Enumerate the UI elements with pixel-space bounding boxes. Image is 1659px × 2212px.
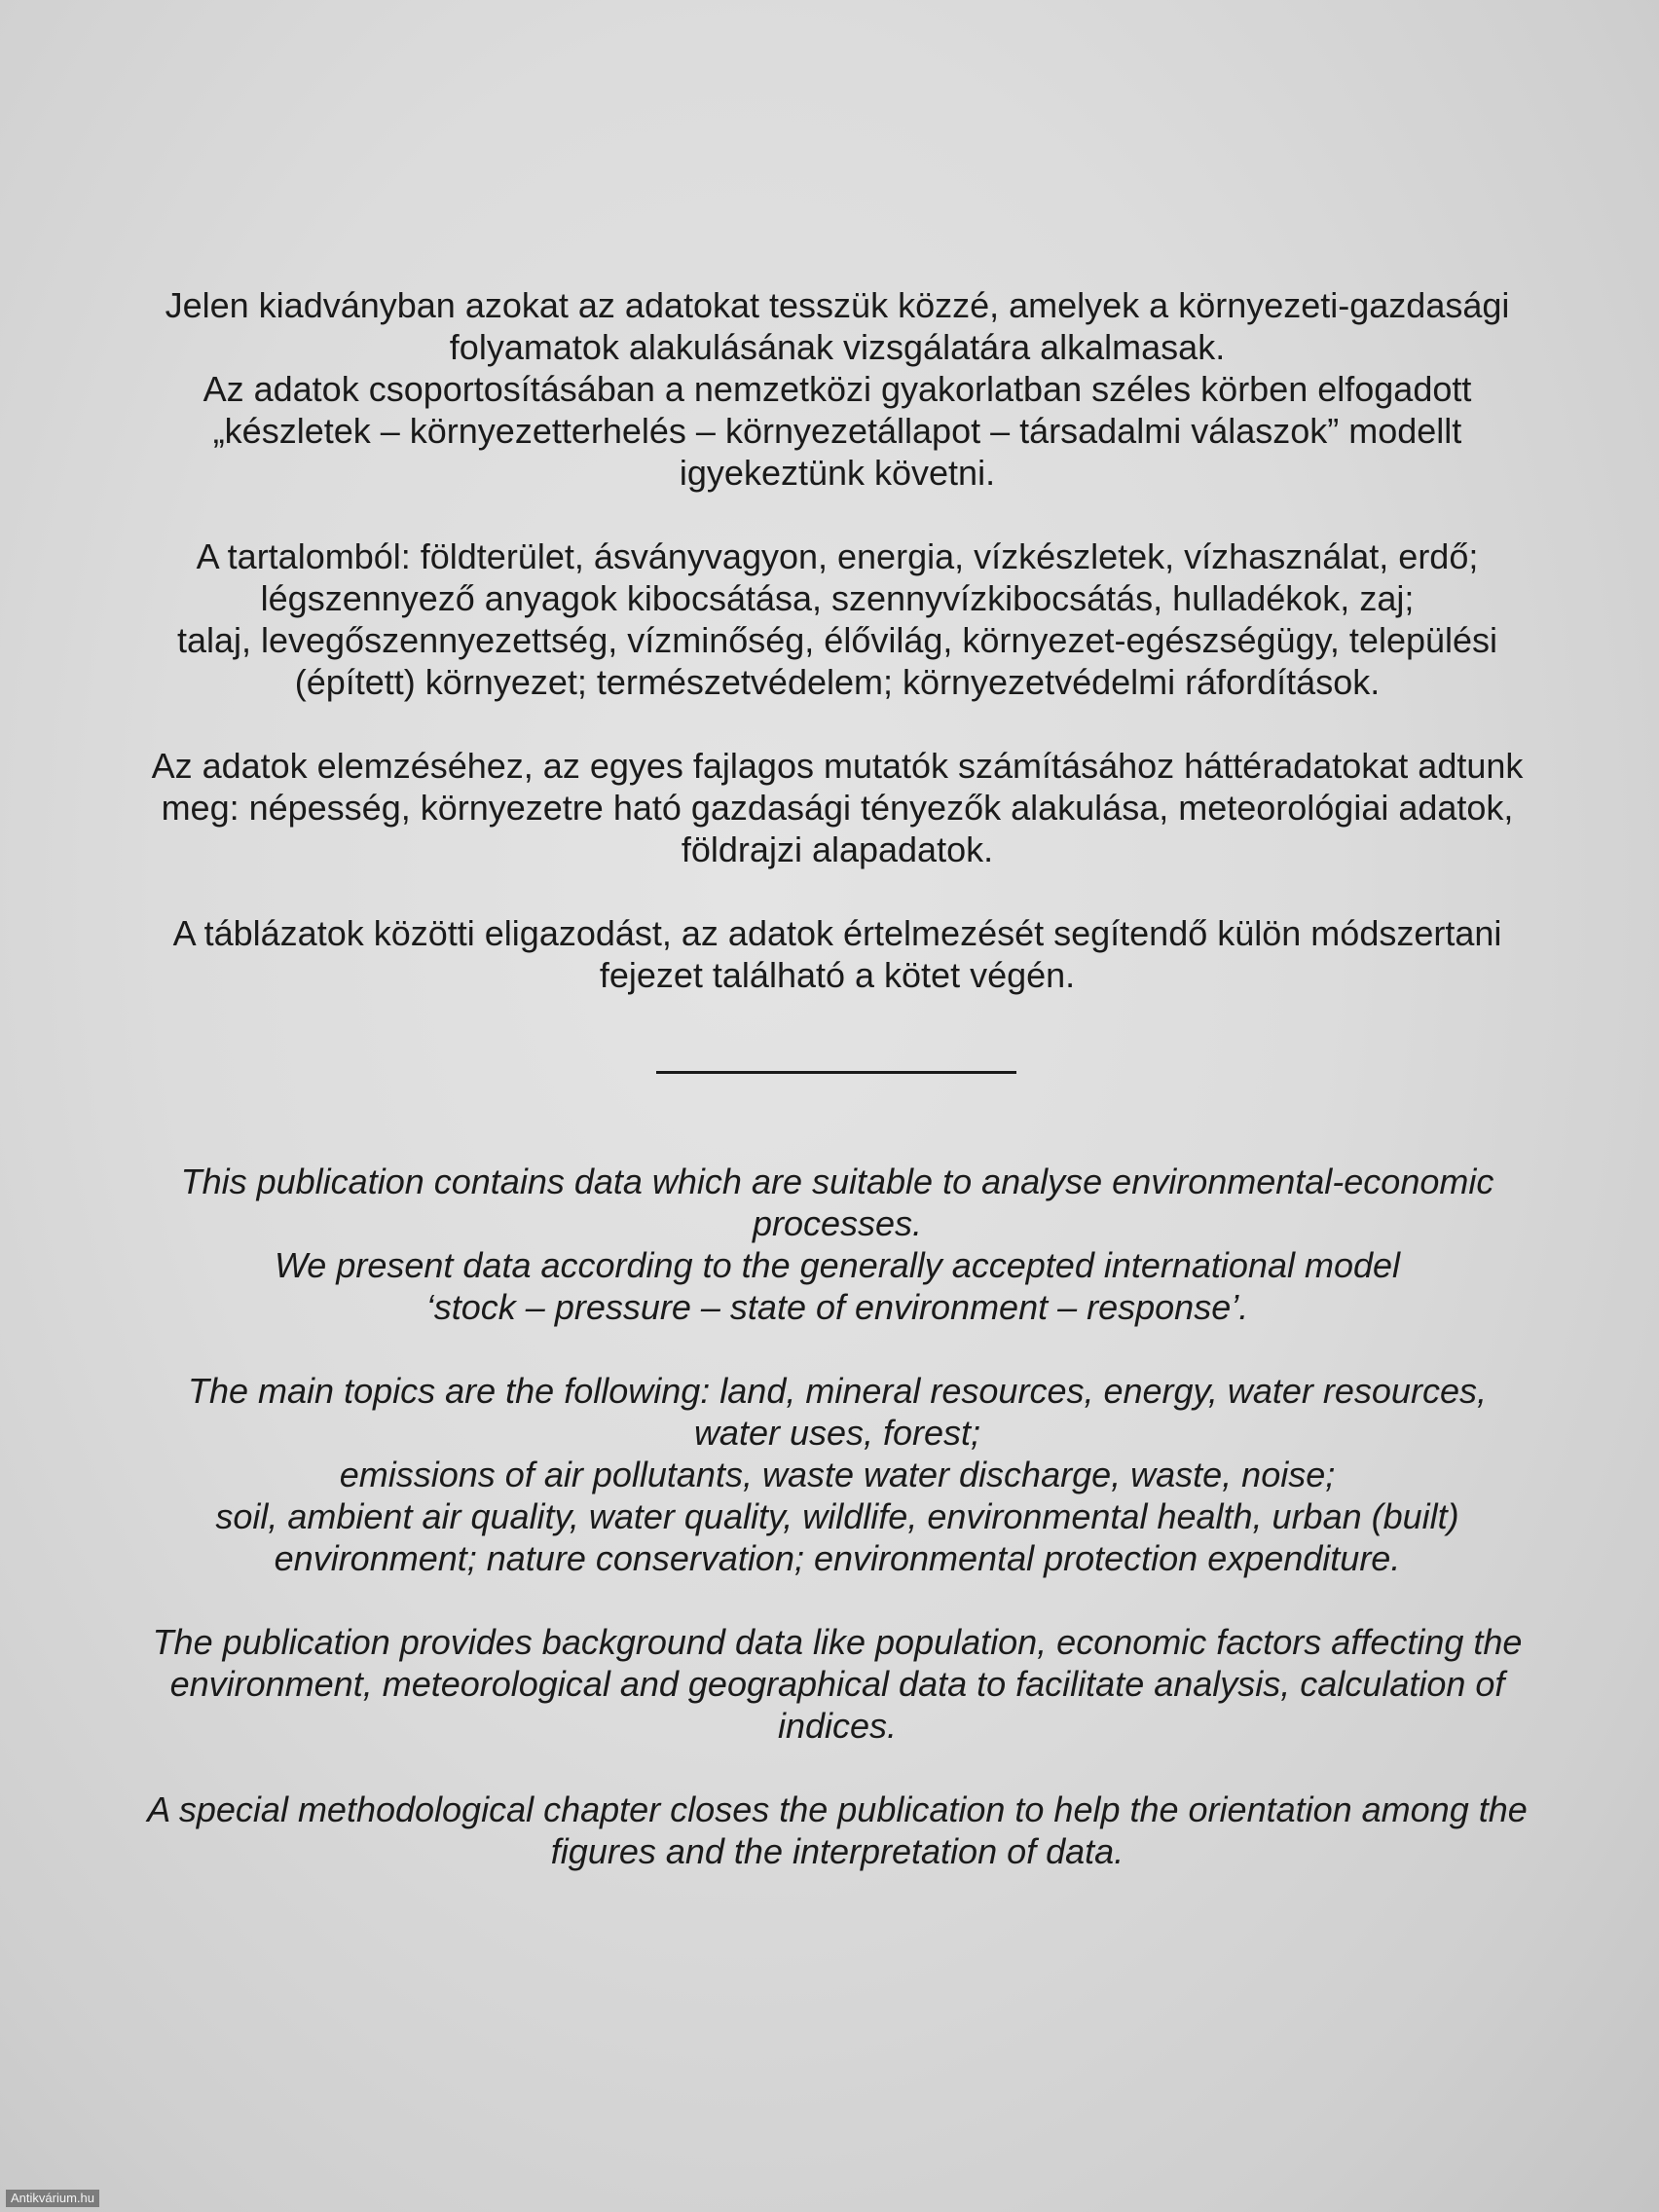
- text-line: This publication contains data which are suitable to analyse environmental-economic: [180, 1161, 1494, 1201]
- text-line: water uses, forest;: [693, 1413, 981, 1453]
- text-line: fejezet található a kötet végén.: [599, 955, 1076, 995]
- text-line: folyamatok alakulásának vizsgálatára alkalmasak.: [449, 327, 1226, 367]
- text-line: Az adatok elemzéséhez, az egyes fajlagos mutatók számításához háttéradatokat adtunk: [151, 746, 1524, 786]
- text-line: Az adatok csoportosításában a nemzetközi gyakorlatban széles körben elfogadott: [203, 369, 1472, 409]
- text-line: A tartalomból: földterület, ásványvagyon, energia, vízkészletek, vízhasználat, erdő;: [196, 536, 1479, 576]
- text-line: „készletek – környezetterhelés – környezetállapot – társadalmi válaszok” modellt: [212, 411, 1462, 451]
- text-line: emissions of air pollutants, waste water discharge, waste, noise;: [339, 1455, 1336, 1494]
- text-line: meg: népesség, környezetre ható gazdasági tényezők alakulása, meteorológiai adatok,: [161, 788, 1514, 828]
- text-line: processes.: [752, 1203, 923, 1243]
- text-line: földrajzi alapadatok.: [681, 830, 994, 869]
- text-line: ‘stock – pressure – state of environment – response’.: [425, 1287, 1249, 1327]
- hungarian-contents-paragraph: [88, 535, 1587, 703]
- english-methodology-paragraph: [88, 1788, 1587, 1872]
- text-line: indices.: [777, 1706, 898, 1746]
- text-line: We present data according to the generally accepted international model: [274, 1245, 1401, 1285]
- text-line: Jelen kiadványban azokat az adatokat tesszük közzé, amelyek a környezeti-gazdasági: [165, 285, 1510, 325]
- watermark: Antikvárium.hu: [6, 2190, 99, 2207]
- hungarian-background-paragraph: [88, 745, 1587, 870]
- text-line: (épített) környezet; természetvédelem; környezetvédelmi ráfordítások.: [294, 662, 1381, 702]
- text-line: igyekeztünk követni.: [679, 453, 996, 493]
- hungarian-section: [88, 284, 1587, 996]
- text-line: A táblázatok közötti eligazodást, az adatok értelmezését segítendő külön módszertani: [172, 913, 1502, 953]
- text-line: environment; nature conservation; environmental protection expenditure.: [274, 1538, 1401, 1578]
- text-line: environment, meteorological and geographical data to facilitate analysis, calculation of: [169, 1664, 1505, 1704]
- section-divider: [656, 1071, 1016, 1074]
- text-line: The publication provides background data like population, economic factors affecting the: [152, 1622, 1523, 1662]
- english-section: [88, 1161, 1587, 1872]
- hungarian-intro-paragraph: [88, 284, 1587, 494]
- text-line: talaj, levegőszennyezettség, vízminőség, élővilág, környezet-egészségügy, települési: [176, 620, 1498, 660]
- text-line: figures and the interpretation of data.: [550, 1831, 1124, 1871]
- english-topics-paragraph: [88, 1370, 1587, 1579]
- text-line: The main topics are the following: land, mineral resources, energy, water resources,: [188, 1371, 1487, 1411]
- text-line: soil, ambient air quality, water quality, wildlife, environmental health, urban (built): [215, 1496, 1459, 1536]
- text-line: légszennyező anyagok kibocsátása, szennyvízkibocsátás, hulladékok, zaj;: [260, 578, 1415, 618]
- english-background-paragraph: [88, 1621, 1587, 1747]
- english-intro-paragraph: [88, 1161, 1587, 1328]
- hungarian-methodology-paragraph: [88, 912, 1587, 996]
- text-line: A special methodological chapter closes the publication to help the orientation among the: [147, 1789, 1528, 1829]
